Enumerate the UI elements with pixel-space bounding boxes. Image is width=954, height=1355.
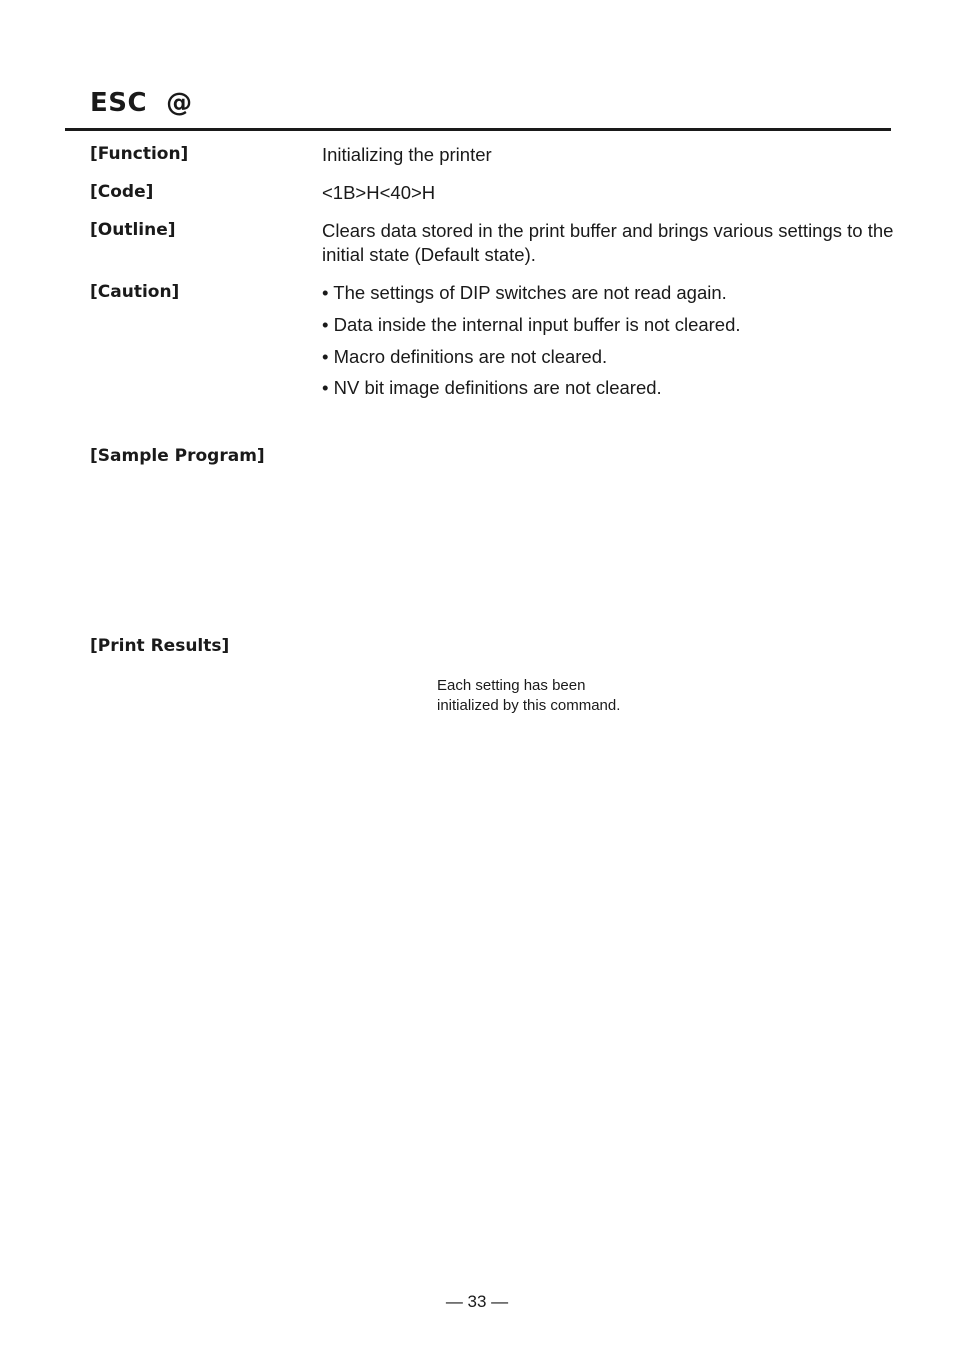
caution-item: • The settings of DIP switches are not read again.	[322, 282, 727, 303]
function-label: [Function]	[90, 144, 189, 164]
note-line: initialized by this command.	[437, 697, 621, 714]
sample-program-label: [Sample Program]	[90, 446, 265, 466]
page-number: — 33 —	[445, 1292, 509, 1311]
code-value: <1B>H<40>H	[322, 182, 436, 203]
outline-label: [Outline]	[90, 220, 176, 240]
note-line: Each setting has been	[437, 677, 586, 694]
function-value: Initializing the printer	[322, 144, 492, 165]
caution-item: • NV bit image definitions are not cleared.	[322, 377, 662, 398]
print-results-note	[437, 676, 697, 716]
print-results-label: [Print Results]	[90, 636, 230, 656]
caution-item: • Data inside the internal input buffer is not cleared.	[322, 314, 741, 335]
page-title: ESC @	[90, 88, 193, 118]
title-rule	[65, 128, 891, 131]
caution-label: [Caution]	[90, 282, 180, 302]
code-label: [Code]	[90, 182, 154, 202]
outline-value: Clears data stored in the print buffer and brings various settings to the initial state (Default state).	[322, 220, 894, 265]
caution-item: • Macro definitions are not cleared.	[322, 346, 608, 367]
